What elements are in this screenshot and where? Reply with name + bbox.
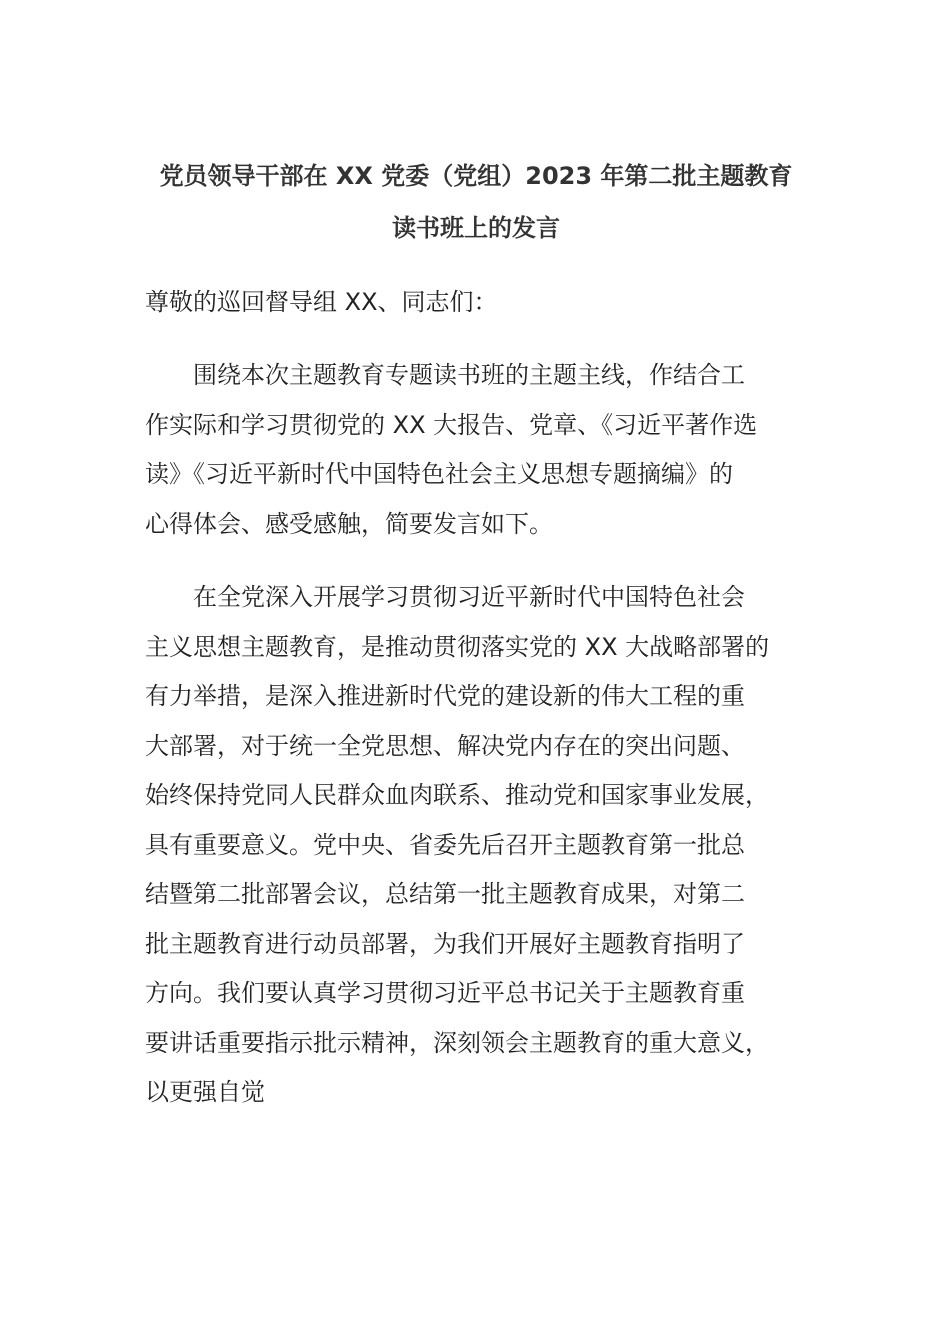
paragraph-line: 始终保持党同人民群众血肉联系、推动党和国家事业发展，: [145, 781, 769, 809]
paragraph-2: [145, 573, 807, 1118]
paragraph-line: 围绕本次主题教育专题读书班的主题主线，作结合工: [193, 361, 745, 389]
title-line-1: 党员领导干部在 XX 党委（党组）2023 年第二批主题教育: [159, 162, 793, 190]
paragraph-line: 结暨第二批部署会议，总结第一批主题教育成果，对第二: [145, 880, 745, 908]
paragraph-line: 批主题教育进行动员部署，为我们开展好主题教育指明了: [145, 929, 745, 958]
paragraph-1: [145, 351, 807, 549]
paragraph-line: 大部署，对于统一全党思想、解决党内存在的突出问题、: [145, 731, 745, 760]
title-line-2: 读书班上的发言: [392, 214, 560, 242]
document-title: [145, 150, 807, 254]
paragraph-line: 以更强自觉: [145, 1078, 265, 1106]
paragraph-line: 具有重要意义。党中央、省委先后召开主题教育第一批总: [145, 830, 745, 859]
paragraph-line: 读》《习近平新时代中国特色社会主义思想专题摘编》的: [145, 460, 733, 488]
document-body: [145, 150, 807, 1118]
paragraph-line: 方向。我们要认真学习贯彻习近平总书记关于主题教育重: [145, 979, 745, 1007]
paragraph-line: 作实际和学习贯彻党的 XX 大报告、党章、《习近平著作选: [145, 410, 758, 439]
paragraph-line: 主义思想主题教育，是推动贯彻落实党的 XX 大战略部署的: [145, 632, 770, 661]
paragraph-line: 心得体会、感受感触，简要发言如下。: [145, 509, 553, 538]
salutation: 尊敬的巡回督导组 XX、同志们：: [145, 288, 498, 316]
paragraph-line: 要讲话重要指示批示精神，深刻领会主题教育的重大意义，: [145, 1028, 769, 1057]
paragraph-line: 在全党深入开展学习贯彻习近平新时代中国特色社会: [193, 583, 745, 611]
paragraph-line: 有力举措，是深入推进新时代党的建设新的伟大工程的重: [145, 682, 745, 710]
